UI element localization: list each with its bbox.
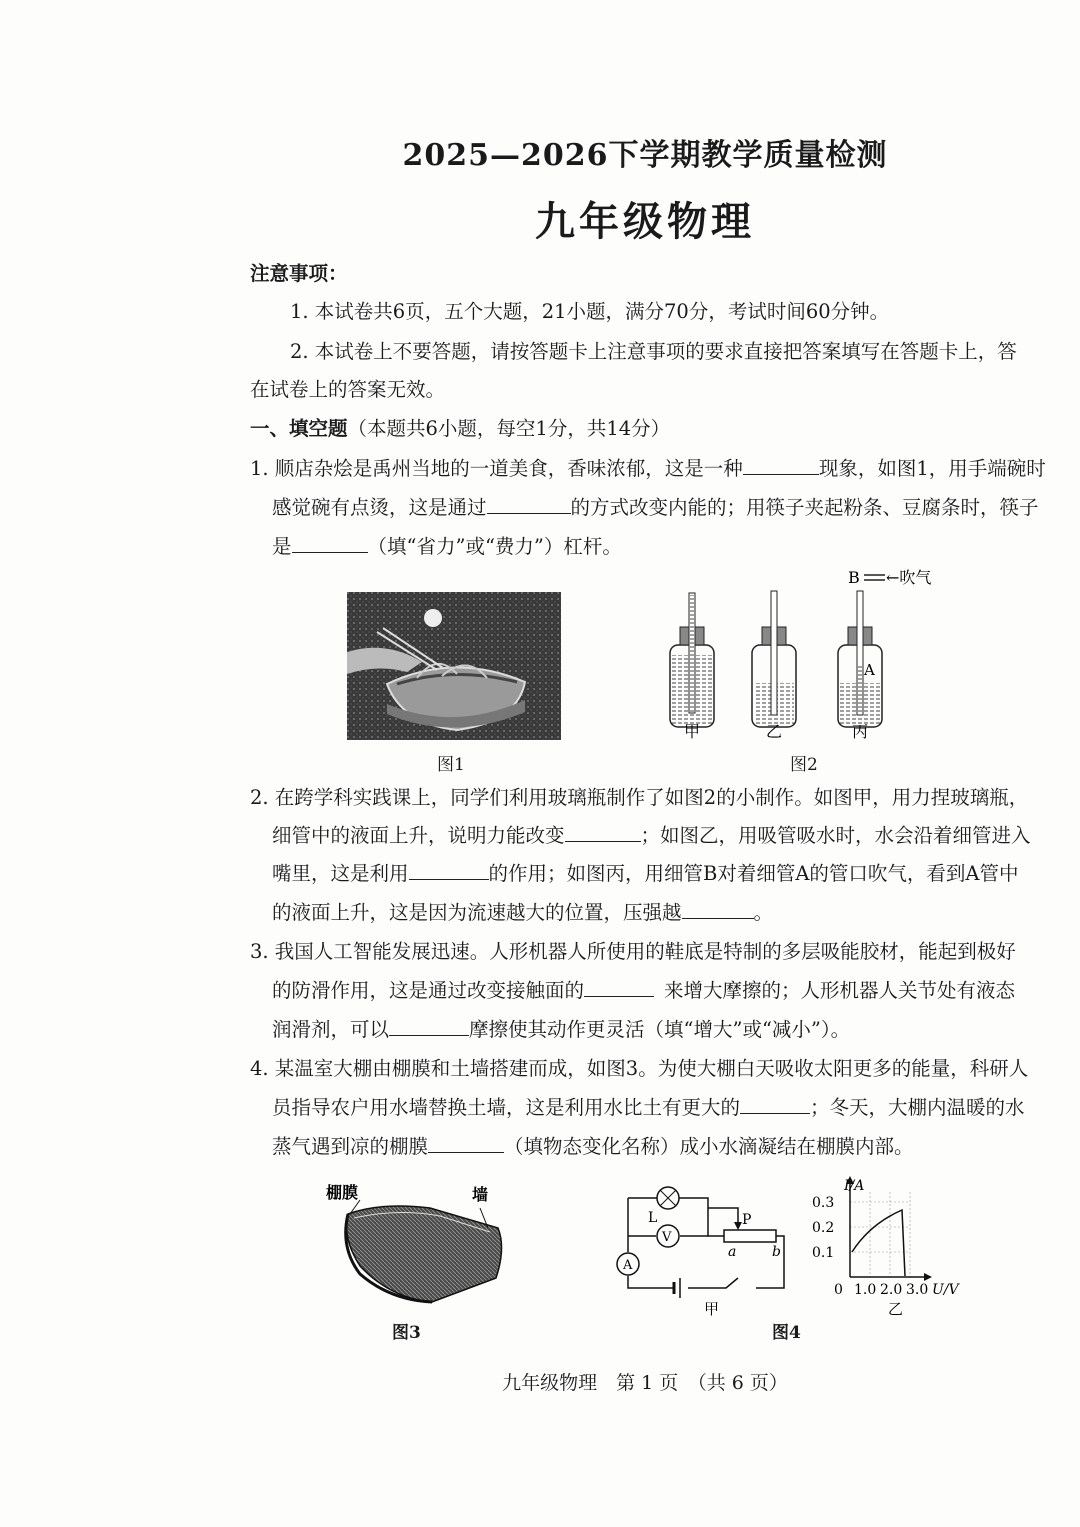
bottle-jia <box>670 593 714 727</box>
q1-text-2a: 感觉碗有点烫，这是通过 <box>272 496 487 519</box>
page-footer: 九年级物理 第 1 页 （共 6 页） <box>502 1372 788 1394</box>
q4-line-2 <box>272 1094 1025 1122</box>
figure-3-greenhouse <box>320 1178 520 1318</box>
fig4-label-P: P <box>742 1212 752 1228</box>
figure-1-caption: 图1 <box>437 755 465 775</box>
section-1-heading <box>250 415 670 443</box>
fig4-xtick-3: 3.0 <box>906 1282 929 1298</box>
q3-text-3a: 润滑剂，可以 <box>272 1018 390 1041</box>
fig4-label-yi: 乙 <box>888 1300 904 1318</box>
q4-text-2b: ；冬天，大棚内温暖的水 <box>810 1096 1025 1119</box>
notice-item-2a: 2. 本试卷上不要答题，请按答题卡上注意事项的要求直接把答案填写在答题卡上，答 <box>290 340 1017 363</box>
q3-line-3 <box>272 1016 850 1044</box>
q2-blank-2[interactable] <box>409 861 489 880</box>
q1-text-1a: 1. 顺店杂烩是禹州当地的一道美食，香味浓郁，这是一种 <box>250 457 743 480</box>
q2-text-4a: 的液面上升，这是因为流速越大的位置，压强越 <box>272 901 682 924</box>
notice-heading: 注意事项： <box>250 262 348 285</box>
section-1-note: （本题共6小题，每空1分，共14分） <box>347 417 671 440</box>
fig4-ytick-01: 0.1 <box>812 1245 835 1261</box>
fig4-label-b: b <box>772 1244 781 1260</box>
q2-line-4 <box>272 899 773 927</box>
fig4-origin: 0 <box>834 1282 843 1298</box>
q4-text-2a: 员指导农户用水墙替换土墙，这是利用水比土有更大的 <box>272 1096 741 1119</box>
q1-blank-3[interactable] <box>292 534 368 553</box>
q2-text-4b: 。 <box>753 901 774 924</box>
fig4-xtick-2: 2.0 <box>880 1282 903 1298</box>
fig2-label-yi: 乙 <box>766 722 783 741</box>
figure-3-caption: 图3 <box>392 1323 421 1343</box>
fig2-label-jia: 甲 <box>684 722 701 741</box>
q1-line-2 <box>272 494 1039 522</box>
q3-line-1: 3. 我国人工智能发展迅速。人形机器人所使用的鞋底是特制的多层吸能胶材，能起到极好 <box>250 940 1016 963</box>
figure-1-photo <box>347 592 561 740</box>
q3-text-2a: 的防滑作用，这是通过改变接触面的 <box>272 979 585 1002</box>
fig2-label-bing: 丙 <box>852 722 869 741</box>
bottle-yi <box>752 591 796 727</box>
q1-blank-1[interactable] <box>743 456 819 475</box>
q2-text-2b: ；如图乙，用吸管吸水时，水会沿着细管进入 <box>640 824 1031 847</box>
q1-blank-2[interactable] <box>487 495 571 514</box>
fig3-label-wall: 墙 <box>472 1185 489 1204</box>
q3-text-3b: 摩擦使其动作更灵活（填“增大”或“减小”）。 <box>469 1018 851 1041</box>
fig4-xtick-1: 1.0 <box>854 1282 877 1298</box>
q4-line-1: 4. 某温室大棚由棚膜和土墙搭建而成，如图3。为使大棚白天吸收太阳更多的能量，科研人 <box>250 1057 1029 1080</box>
bottle-bing <box>838 575 885 727</box>
q4-text-3a: 蒸气遇到凉的棚膜 <box>272 1135 429 1158</box>
figure-4-graph <box>810 1172 970 1322</box>
fig4-ytick-03: 0.3 <box>812 1195 835 1211</box>
fig4-ylabel: I/A <box>844 1178 865 1194</box>
fig2-label-blow: ←吹气 <box>886 568 932 587</box>
fig4-curve <box>852 1210 905 1276</box>
section-1-title: 一、填空题 <box>250 417 348 440</box>
q3-blank-2[interactable] <box>389 1017 469 1036</box>
q1-text-2b: 的方式改变内能的；用筷子夹起粉条、豆腐条时，筷子 <box>570 496 1039 519</box>
notice-item-1: 1. 本试卷共6页，五个大题，21小题，满分70分，考试时间60分钟。 <box>290 300 890 323</box>
subject-title: 九年级物理 <box>535 198 755 245</box>
fig4-label-a: a <box>728 1244 737 1260</box>
q3-blank-1[interactable] <box>584 978 654 997</box>
figure-2-caption: 图2 <box>790 755 818 775</box>
q2-text-3a: 嘴里，这是利用 <box>272 862 409 885</box>
q4-text-3b: （填物态变化名称）成小水滴凝结在棚膜内部。 <box>504 1135 914 1158</box>
q1-text-3a: 是 <box>272 535 292 558</box>
q2-line-2 <box>272 822 1031 850</box>
q1-line-1 <box>250 455 1046 483</box>
q2-line-1: 2. 在跨学科实践课上，同学们利用玻璃瓶制作了如图2的小制作。如图甲，用力捏玻璃瓶， <box>250 786 1029 809</box>
q4-blank-1[interactable] <box>740 1095 810 1114</box>
q4-line-3 <box>272 1133 914 1161</box>
figure-4-caption: 图4 <box>772 1323 801 1343</box>
q1-text-3b: （填“省力”或“费力”）杠杆。 <box>367 535 622 558</box>
exam-title: 2025—2026下学期教学质量检测 <box>402 138 888 173</box>
q2-text-3b: 的作用；如图丙，用细管B对着细管A的管口吹气，看到A管中 <box>488 862 1019 885</box>
fig4-label-jia: 甲 <box>704 1300 720 1318</box>
fig4-xlabel: U/V <box>932 1282 959 1298</box>
fig3-label-film: 棚膜 <box>326 1183 359 1202</box>
q4-blank-2[interactable] <box>428 1134 504 1153</box>
fig2-label-B: B <box>848 568 860 587</box>
q3-line-2 <box>272 977 1015 1005</box>
q1-line-3 <box>272 533 622 561</box>
fig4-label-A: A <box>623 1258 633 1273</box>
fig4-label-V: V <box>662 1230 672 1245</box>
q2-text-2a: 细管中的液面上升，说明力能改变 <box>272 824 565 847</box>
q2-line-3 <box>272 860 1019 888</box>
figure-2-bottles <box>660 565 960 745</box>
q1-text-1b: 现象，如图1，用手端碗时 <box>818 457 1046 480</box>
fig4-label-L: L <box>648 1210 658 1226</box>
notice-item-2b: 在试卷上的答案无效。 <box>250 378 446 401</box>
q2-blank-3[interactable] <box>682 900 754 919</box>
q2-blank-1[interactable] <box>565 823 641 842</box>
q3-text-2b: 来增大摩擦的；人形机器人关节处有液态 <box>664 979 1016 1002</box>
figure-4-circuit <box>608 1178 798 1318</box>
fig2-label-A: A <box>864 661 875 679</box>
fig4-ytick-02: 0.2 <box>812 1220 835 1236</box>
